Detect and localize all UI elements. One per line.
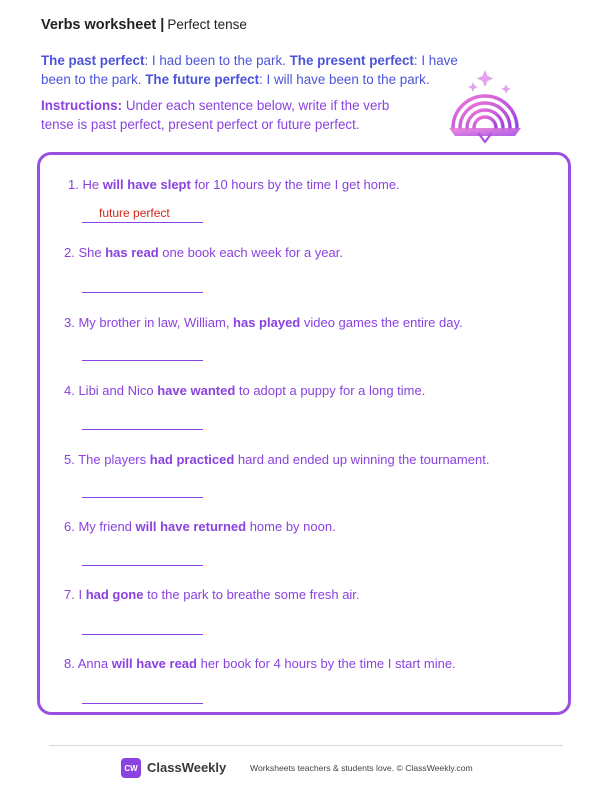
sentence-end: home by noon.	[246, 519, 336, 534]
verb-phrase: have wanted	[157, 383, 236, 398]
sentence-end: one book each week for a year.	[158, 245, 343, 260]
sparkle-icon	[468, 70, 511, 94]
verb-phrase: will have read	[111, 656, 197, 671]
sentence-end: hard and ended up winning the tournament.	[234, 452, 490, 467]
question-number: 5.	[64, 452, 75, 467]
answer-line-4[interactable]	[82, 429, 203, 430]
answer-line-5[interactable]	[82, 497, 203, 498]
instructions-text: Under each sentence below, write if the verb tense is past perfect, present perfect or future perfect.	[41, 98, 390, 132]
question-3	[64, 315, 463, 330]
question-5	[64, 452, 489, 467]
sentence-start: She	[74, 245, 106, 260]
verb-phrase: had practiced	[149, 452, 235, 467]
question-7	[64, 587, 360, 602]
sentence-start: The players	[74, 452, 150, 467]
sentence-end: to the park to breathe some fresh air.	[143, 587, 360, 602]
worksheet-subtitle: Perfect tense	[167, 17, 247, 32]
question-1	[68, 177, 400, 192]
brand-name: ClassWeekly	[147, 760, 227, 775]
sentence-start: My brother in law, William,	[74, 315, 234, 330]
instructions	[41, 97, 411, 134]
sentence-end: video games the entire day.	[300, 315, 463, 330]
classweekly-logo-icon: CW	[121, 758, 141, 778]
question-6	[64, 519, 336, 534]
intro-definitions	[41, 52, 481, 89]
present-perfect-label: The present perfect	[289, 53, 414, 68]
sentence-start: He	[78, 177, 103, 192]
past-perfect-label: The past perfect	[41, 53, 145, 68]
sentence-start: I	[74, 587, 86, 602]
question-number: 6.	[64, 519, 75, 534]
verb-phrase: has played	[233, 315, 301, 330]
question-8	[64, 656, 456, 671]
future-perfect-label: The future perfect	[145, 71, 260, 87]
worksheet-header	[41, 17, 247, 33]
question-number: 2.	[64, 245, 75, 260]
past-perfect-example: : I had been to the park.	[144, 53, 290, 68]
sentence-start: Anna	[74, 656, 112, 671]
sentence-end: to adopt a puppy for a long time.	[235, 383, 426, 398]
answer-line-7[interactable]	[82, 634, 203, 635]
present-perfect-example: : I have been to the park.	[41, 53, 458, 87]
question-2	[64, 245, 343, 260]
question-number: 4.	[64, 383, 75, 398]
sentence-start: Libi and Nico	[74, 383, 158, 398]
question-number: 1.	[68, 177, 79, 192]
verb-phrase: had gone	[85, 587, 144, 602]
answer-line-6[interactable]	[82, 565, 203, 566]
question-4	[64, 383, 425, 398]
answer-line-1[interactable]	[82, 222, 203, 223]
answer-line-3[interactable]	[82, 360, 203, 361]
questions-panel	[37, 152, 571, 715]
answer-line-2[interactable]	[82, 292, 203, 293]
verb-phrase: will have slept	[102, 177, 191, 192]
worksheet-title: Verbs worksheet	[41, 17, 157, 33]
question-number: 3.	[64, 315, 75, 330]
title-separator: |	[160, 17, 165, 33]
verb-phrase: will have returned	[135, 519, 247, 534]
verb-phrase: has read	[105, 245, 159, 260]
answer-line-8[interactable]	[82, 703, 203, 704]
sentence-end: her book for 4 hours by the time I start mine.	[196, 656, 456, 671]
rainbow-book-icon	[445, 66, 525, 148]
question-number: 7.	[64, 587, 75, 602]
footer-divider	[49, 745, 563, 746]
sentence-end: for 10 hours by the time I get home.	[190, 177, 400, 192]
question-number: 8.	[64, 656, 75, 671]
answer-1[interactable]: future perfect	[99, 206, 170, 220]
future-perfect-example: : I will have been to the park.	[259, 71, 430, 87]
instructions-label: Instructions:	[41, 98, 123, 113]
sentence-start: My friend	[74, 519, 136, 534]
footer-tagline: Worksheets teachers & students love. © ClassWeekly.com	[250, 763, 473, 773]
